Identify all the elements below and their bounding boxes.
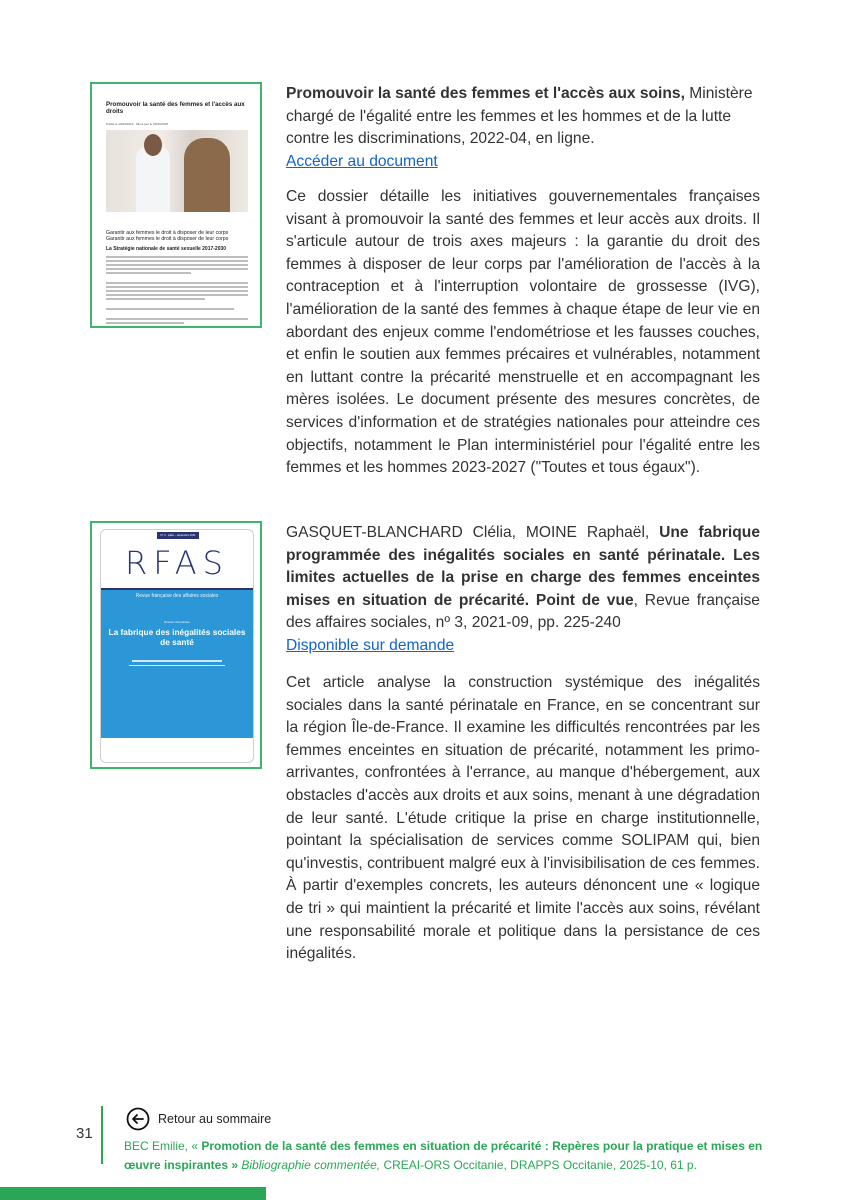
back-to-contents-link[interactable] (126, 1107, 271, 1131)
citation-publisher: CREAI-ORS Occitanie, DRAPPS Occitanie, 2025-10, 61 p. (380, 1158, 697, 1172)
rfas-logo: RFAS (125, 544, 229, 582)
reference-entry-1 (286, 83, 760, 173)
reference-source: Ministère chargé de l'égalité entre les femmes et les hommes et de la lutte contre les discriminations, 2022-04, en ligne. (286, 85, 753, 148)
reference-entry-2 (286, 522, 760, 658)
back-to-contents-label: Retour au sommaire (158, 1112, 272, 1126)
citation-title: Promotion de la santé des femmes en situation de précarité : (201, 1139, 549, 1153)
reference-title: Une fabrique programmée des inégalités sociales en santé périnatale. Les limites actuelles de la prise en charge des femmes enceintes mises en situation de précarité. Point de vue (286, 524, 760, 609)
thumbnail-photo (106, 130, 248, 212)
rfas-coordinators-lines (121, 660, 233, 669)
thumbnail-body-lines (106, 256, 248, 328)
photo-patient-figure (184, 138, 230, 212)
rfas-cover-title: La fabrique des inégalités sociales de santé (108, 627, 246, 647)
document-thumbnail-2 (90, 521, 262, 769)
rfas-cover-panel (101, 590, 253, 738)
thumbnail-title: Promouvoir la santé des femmes et l'accès aux droits (106, 101, 245, 115)
rfas-issue-badge: N° 3 · juillet – septembre 2021 (157, 532, 199, 539)
abstract-1: Ce dossier détaille les initiatives gouvernementales françaises visant à promouvoir la santé des femmes et leur accès aux droits. Il s'articule autour de trois axes majeurs : la garantie du droit des femmes à disposer de leur corps par l'amélioration de l'accès à la contraception et à l'interruption volontaire de grossesse (IVG), l'amélioration de la santé des femmes à chaque étape de leur vie en abordant des enjeux comme l'endométriose et les fausses couches, et enfin le soutien aux femmes précaires et vulnérables, notamment en luttant contre la précarité menstruelle et en accompagnant les mères isolées. Le document présente des mesures concrètes, de services d'information et de stratégies nationales pour atteindre ces objectifs, notamment le Plan interministériel pour l'égalité entre les femmes et les hommes 2023-2027 ("Toutes et tous égaux"). (286, 188, 760, 477)
reference-authors: GASQUET-BLANCHARD Clélia, MOINE Raphaël, (286, 524, 660, 541)
access-document-link[interactable]: Accéder au document (286, 152, 438, 170)
arrow-left-circle-icon (126, 1107, 150, 1131)
thumbnail-heading-line: Garantir aux femmes le droit à disposer de leur corps (106, 236, 229, 243)
page-number: 31 (76, 1125, 93, 1142)
abstract-2: Cet article analyse la construction systémique des inégalités sociales dans la santé périnatale en France, en se concentrant sur la région Île-de-France. Il examine les difficultés rencontrées par les femmes enceintes en situation de précarité, notamment les primo-arrivantes, confrontées à l'errance, au manque d'hébergement, aux obstacles d'accès aux droits et aux soins, menant à une dégradation de leur santé. L'étude critique la prise en charge institutionnelle, pointant la spécialisation de services comme SOLIPAM qui, bien qu'investis, contribuent malgré eux à l'invisibilisation de ces femmes. À partir d'exemples concrets, les auteurs dénoncent une « logique de tri » qui maintient la précarité et limite l'accès aux soins, révélant une responsabilité morale et politique dans la persistance de ces inégalités. (286, 674, 760, 963)
footer-divider (101, 1106, 103, 1164)
document-thumbnail-1 (90, 82, 262, 328)
rfas-kicker: Dossier thématique (164, 620, 190, 624)
citation-subtitle: Repères pour la pratique et mises en œuvre inspirantes » (124, 1139, 763, 1172)
citation-type: Bibliographie commentée, (238, 1158, 381, 1172)
thumbnail-meta: Publié le 10/04/2023 · Mis à jour le 03/04/2025 (106, 122, 169, 126)
rfas-cover (100, 529, 254, 763)
photo-doctor-head (144, 134, 162, 156)
rfas-subtitle: Revue française des affaires sociales (135, 593, 219, 599)
available-on-request-link[interactable]: Disponible sur demande (286, 636, 455, 654)
footer-accent-bar (0, 1187, 266, 1200)
thumbnail-heading-line: Garantir aux femmes le droit à disposer de leur corps (106, 230, 229, 236)
reference-source: , Revue française des affaires sociales, nº 3, 2021-09, pp. 225-240 (286, 591, 760, 632)
reference-title: Promouvoir la santé des femmes et l'accès aux soins, (286, 85, 685, 102)
thumbnail-subheading: La Stratégie nationale de santé sexuelle 2017-2030 (106, 246, 227, 252)
footer-citation (124, 1137, 774, 1175)
thumbnail-heading (106, 230, 252, 242)
citation-author: BEC Emilie, « (124, 1139, 202, 1153)
